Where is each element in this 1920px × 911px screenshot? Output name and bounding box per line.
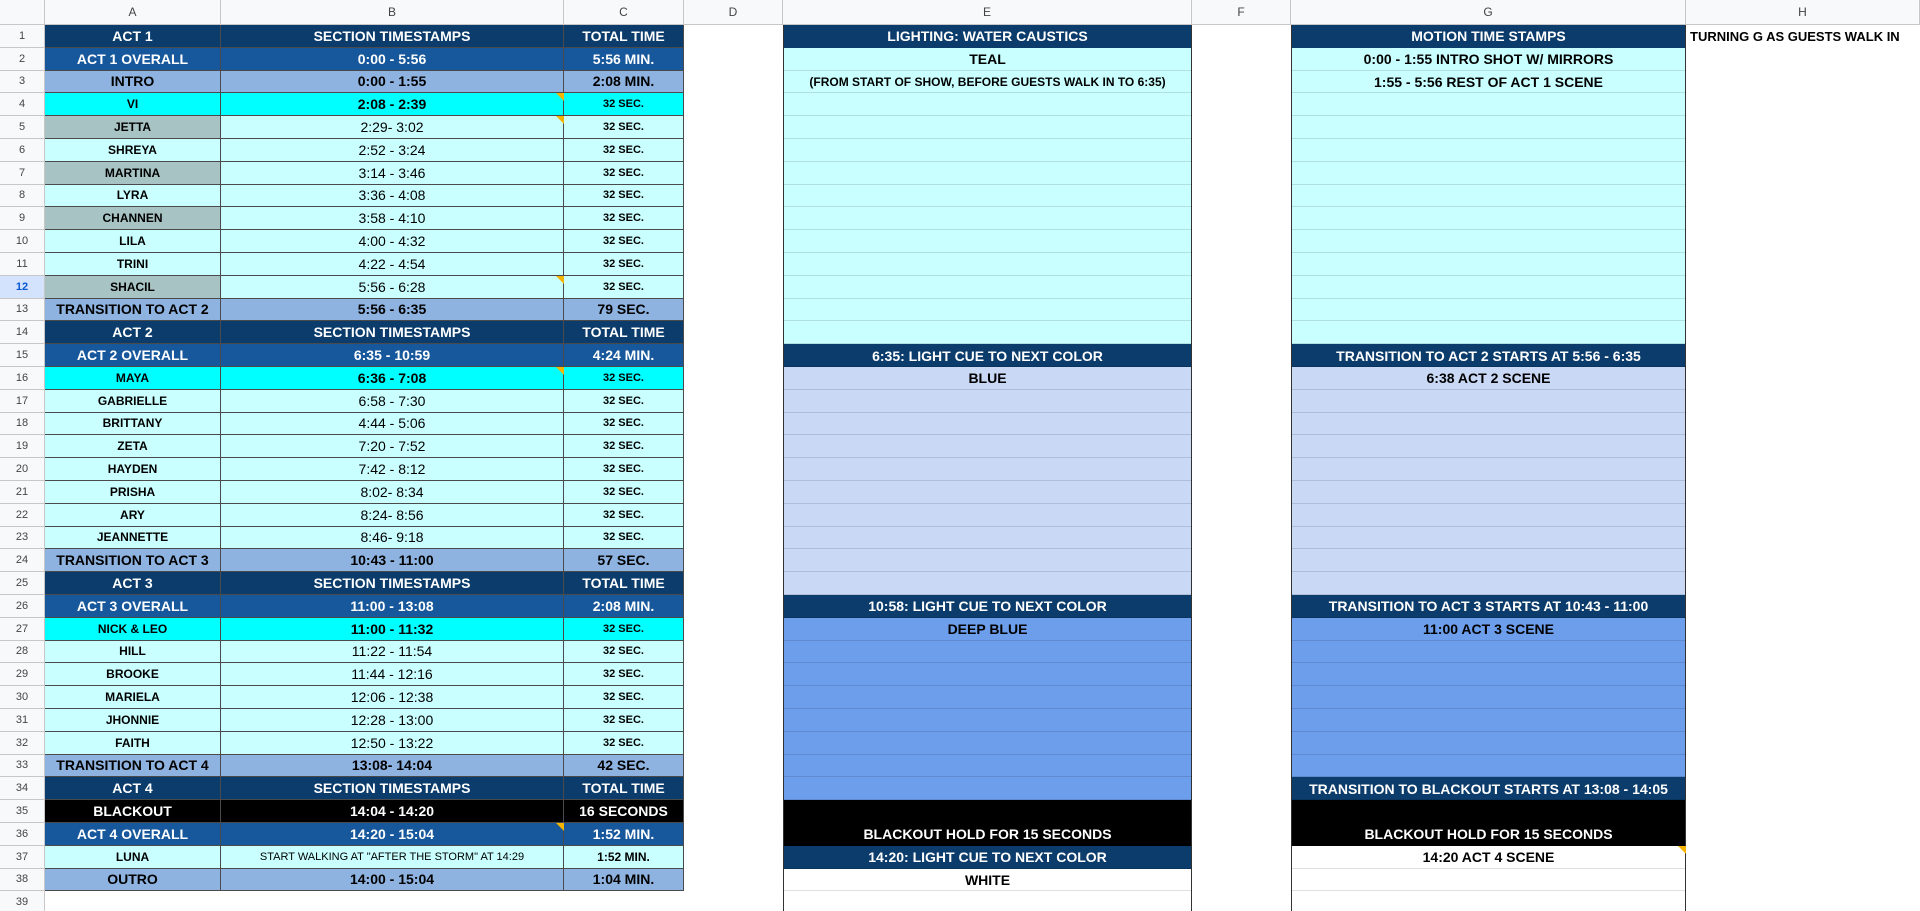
row-gridline [1291, 548, 1686, 549]
row-header-25[interactable]: 25 [0, 572, 45, 595]
cell-c21[interactable]: 32 SEC. [564, 481, 684, 504]
row-gridline [783, 548, 1192, 549]
row-header-20[interactable]: 20 [0, 458, 45, 481]
row-gridline [783, 298, 1192, 299]
cell-a17[interactable]: GABRIELLE [45, 390, 221, 413]
row-gridline [783, 457, 1192, 458]
cell-a36[interactable]: ACT 4 OVERALL [45, 823, 221, 846]
cell-g34[interactable]: TRANSITION TO BLACKOUT STARTS AT 13:08 - 14:05 [1309, 780, 1668, 797]
cell-b3[interactable]: 0:00 - 1:55 [221, 71, 564, 94]
cell-a7[interactable]: MARTINA [45, 162, 221, 185]
cell-e37[interactable]: 14:20: LIGHT CUE TO NEXT COLOR [868, 849, 1107, 866]
cell-e38[interactable]: WHITE [964, 871, 1011, 888]
row-header-21[interactable]: 21 [0, 481, 45, 504]
row-header-31[interactable]: 31 [0, 709, 45, 732]
row-gridline [1291, 138, 1686, 139]
cell-c26[interactable]: 2:08 MIN. [564, 595, 684, 618]
cell-a21[interactable]: PRISHA [45, 481, 221, 504]
cell-b7[interactable]: 3:14 - 3:46 [221, 162, 564, 185]
row-gridline [1291, 252, 1686, 253]
row-gridline [783, 138, 1192, 139]
row-gridline [1291, 526, 1686, 527]
cell-a16[interactable]: MAYA [45, 367, 221, 390]
column-header-e[interactable]: E [783, 0, 1192, 25]
cell-a26[interactable]: ACT 3 OVERALL [45, 595, 221, 618]
cell-c24[interactable]: 57 SEC. [564, 549, 684, 572]
column-header-h[interactable]: H [1686, 0, 1920, 25]
row-header-23[interactable]: 23 [0, 527, 45, 550]
cell-b1[interactable]: SECTION TIMESTAMPS [221, 25, 564, 48]
cell-c2[interactable]: 5:56 MIN. [564, 48, 684, 71]
cell-a24[interactable]: TRANSITION TO ACT 3 [45, 549, 221, 572]
cell-b34[interactable]: SECTION TIMESTAMPS [221, 777, 564, 800]
cell-b18[interactable]: 4:44 - 5:06 [221, 413, 564, 436]
cell-b23[interactable]: 8:46- 9:18 [221, 527, 564, 550]
cell-c38[interactable]: 1:04 MIN. [564, 869, 684, 892]
row-gridline [783, 275, 1192, 276]
cell-b10[interactable]: 4:00 - 4:32 [221, 230, 564, 253]
row-gridline [783, 412, 1192, 413]
row-header-1[interactable]: 1 [0, 25, 45, 48]
row-gridline [783, 252, 1192, 253]
row-header-2[interactable]: 2 [0, 48, 45, 71]
cell-c18[interactable]: 32 SEC. [564, 413, 684, 436]
cell-c27[interactable]: 32 SEC. [564, 618, 684, 641]
row-gridline [783, 480, 1192, 481]
row-header-4[interactable]: 4 [0, 93, 45, 116]
cell-a32[interactable]: FAITH [45, 732, 221, 755]
cell-g3[interactable]: 1:55 - 5:56 REST OF ACT 1 SCENE [1374, 73, 1603, 90]
row-gridline [783, 754, 1192, 755]
cell-e1[interactable]: LIGHTING: WATER CAUSTICS [887, 28, 1088, 45]
cell-c8[interactable]: 32 SEC. [564, 185, 684, 208]
cell-c20[interactable]: 32 SEC. [564, 458, 684, 481]
cell-c35[interactable]: 16 SECONDS [564, 800, 684, 823]
cell-e26[interactable]: 10:58: LIGHT CUE TO NEXT COLOR [868, 598, 1107, 615]
cell-c19[interactable]: 32 SEC. [564, 435, 684, 458]
row-gridline [1291, 320, 1686, 321]
cell-b31[interactable]: 12:28 - 13:00 [221, 709, 564, 732]
row-header-17[interactable]: 17 [0, 390, 45, 413]
cell-b12[interactable]: 5:56 - 6:28 [221, 276, 564, 299]
column-header-a[interactable]: A [45, 0, 221, 25]
cell-c29[interactable]: 32 SEC. [564, 663, 684, 686]
row-header-16[interactable]: 16 [0, 367, 45, 390]
row-gridline [1291, 434, 1686, 435]
row-header-5[interactable]: 5 [0, 116, 45, 139]
cell-c37[interactable]: 1:52 MIN. [564, 846, 684, 869]
cell-e15[interactable]: 6:35: LIGHT CUE TO NEXT COLOR [872, 347, 1103, 364]
cell-b29[interactable]: 11:44 - 12:16 [221, 663, 564, 686]
cell-a5[interactable]: JETTA [45, 116, 221, 139]
cell-b26[interactable]: 11:00 - 13:08 [221, 595, 564, 618]
row-header-22[interactable]: 22 [0, 504, 45, 527]
row-header-3[interactable]: 3 [0, 71, 45, 94]
cell-a9[interactable]: CHANNEN [45, 207, 221, 230]
cell-a6[interactable]: SHREYA [45, 139, 221, 162]
cell-a4[interactable]: VI [45, 93, 221, 116]
row-gridline [1291, 480, 1686, 481]
row-header-10[interactable]: 10 [0, 230, 45, 253]
row-gridline [783, 685, 1192, 686]
row-gridline [783, 708, 1192, 709]
row-header-30[interactable]: 30 [0, 686, 45, 709]
row-gridline [783, 776, 1192, 777]
cell-g27[interactable]: 11:00 ACT 3 SCENE [1423, 621, 1554, 638]
cell-g37[interactable]: 14:20 ACT 4 SCENE [1422, 849, 1555, 866]
cell-a8[interactable]: LYRA [45, 185, 221, 208]
cell-c7[interactable]: 32 SEC. [564, 162, 684, 185]
cell-a25[interactable]: ACT 3 [45, 572, 221, 595]
cell-b15[interactable]: 6:35 - 10:59 [221, 344, 564, 367]
cell-b4[interactable]: 2:08 - 2:39 [221, 93, 564, 116]
cell-c25[interactable]: TOTAL TIME [564, 572, 684, 595]
row-header-14[interactable]: 14 [0, 321, 45, 344]
cell-c15[interactable]: 4:24 MIN. [564, 344, 684, 367]
cell-g15[interactable]: TRANSITION TO ACT 2 STARTS AT 5:56 - 6:35 [1336, 347, 1641, 364]
cell-c31[interactable]: 32 SEC. [564, 709, 684, 732]
row-gridline [1291, 229, 1686, 230]
row-gridline [783, 229, 1192, 230]
cell-b2[interactable]: 0:00 - 5:56 [221, 48, 564, 71]
cell-c11[interactable]: 32 SEC. [564, 253, 684, 276]
row-gridline [783, 503, 1192, 504]
cell-a29[interactable]: BROOKE [45, 663, 221, 686]
cell-c34[interactable]: TOTAL TIME [564, 777, 684, 800]
row-gridline [1291, 412, 1686, 413]
cell-c16[interactable]: 32 SEC. [564, 367, 684, 390]
cell-b24[interactable]: 10:43 - 11:00 [221, 549, 564, 572]
row-gridline [1291, 275, 1686, 276]
cell-a34[interactable]: ACT 4 [45, 777, 221, 800]
row-gridline [1291, 298, 1686, 299]
row-header-8[interactable]: 8 [0, 185, 45, 208]
cell-g1[interactable]: MOTION TIME STAMPS [1411, 28, 1566, 45]
cell-a11[interactable]: TRINI [45, 253, 221, 276]
cell-a37[interactable]: LUNA [45, 846, 221, 869]
cell-c12[interactable]: 32 SEC. [564, 276, 684, 299]
cell-c33[interactable]: 42 SEC. [564, 755, 684, 778]
row-header-33[interactable]: 33 [0, 755, 45, 778]
row-header-19[interactable]: 19 [0, 435, 45, 458]
row-gridline [1291, 184, 1686, 185]
cell-c32[interactable]: 32 SEC. [564, 732, 684, 755]
cell-a1[interactable]: ACT 1 [45, 25, 221, 48]
row-header-6[interactable]: 6 [0, 139, 45, 162]
cell-e3[interactable]: (FROM START OF SHOW, BEFORE GUESTS WALK IN TO 6:35) [809, 74, 1166, 89]
comment-indicator-icon[interactable] [556, 276, 564, 284]
cell-a2[interactable]: ACT 1 OVERALL [45, 48, 221, 71]
row-header-28[interactable]: 28 [0, 641, 45, 664]
row-gridline [783, 184, 1192, 185]
cell-a13[interactable]: TRANSITION TO ACT 2 [45, 299, 221, 322]
row-header-26[interactable]: 26 [0, 595, 45, 618]
cell-b5[interactable]: 2:29- 3:02 [221, 116, 564, 139]
cell-a22[interactable]: ARY [45, 504, 221, 527]
cell-c30[interactable]: 32 SEC. [564, 686, 684, 709]
cell-g36[interactable]: BLACKOUT HOLD FOR 15 SECONDS [1364, 826, 1613, 843]
lighting-color-block [783, 367, 1192, 595]
cell-b17[interactable]: 6:58 - 7:30 [221, 390, 564, 413]
row-header-24[interactable]: 24 [0, 549, 45, 572]
cell-b9[interactable]: 3:58 - 4:10 [221, 207, 564, 230]
cell-c1[interactable]: TOTAL TIME [564, 25, 684, 48]
cell-a20[interactable]: HAYDEN [45, 458, 221, 481]
row-gridline [1291, 731, 1686, 732]
cell-b14[interactable]: SECTION TIMESTAMPS [221, 321, 564, 344]
cell-a23[interactable]: JEANNETTE [45, 527, 221, 550]
cell-b13[interactable]: 5:56 - 6:35 [221, 299, 564, 322]
column-header-f[interactable]: F [1192, 0, 1291, 25]
row-gridline [783, 731, 1192, 732]
comment-indicator-icon[interactable] [556, 116, 564, 124]
row-header-9[interactable]: 9 [0, 207, 45, 230]
cell-a38[interactable]: OUTRO [45, 869, 221, 892]
column-header-c[interactable]: C [564, 0, 684, 25]
cell-a30[interactable]: MARIELA [45, 686, 221, 709]
row-gridline [1291, 890, 1686, 891]
row-header-15[interactable]: 15 [0, 344, 45, 367]
row-header-11[interactable]: 11 [0, 253, 45, 276]
row-header-34[interactable]: 34 [0, 777, 45, 800]
cell-a14[interactable]: ACT 2 [45, 321, 221, 344]
cell-a27[interactable]: NICK & LEO [45, 618, 221, 641]
row-gridline [1291, 503, 1686, 504]
cell-b6[interactable]: 2:52 - 3:24 [221, 139, 564, 162]
cell-b38[interactable]: 14:00 - 15:04 [221, 869, 564, 892]
cell-c28[interactable]: 32 SEC. [564, 641, 684, 664]
cell-c9[interactable]: 32 SEC. [564, 207, 684, 230]
row-gridline [783, 206, 1192, 207]
cell-a15[interactable]: ACT 2 OVERALL [45, 344, 221, 367]
cell-c3[interactable]: 2:08 MIN. [564, 71, 684, 94]
cell-c22[interactable]: 32 SEC. [564, 504, 684, 527]
cell-e36[interactable]: BLACKOUT HOLD FOR 15 SECONDS [863, 826, 1112, 843]
row-gridline [1291, 457, 1686, 458]
cell-b37[interactable]: START WALKING AT "AFTER THE STORM" AT 14:29 [221, 846, 564, 869]
cell-c23[interactable]: 32 SEC. [564, 527, 684, 550]
row-gridline [1291, 571, 1686, 572]
cell-e2[interactable]: TEAL [969, 51, 1006, 68]
row-header-35[interactable]: 35 [0, 800, 45, 823]
cell-b16[interactable]: 6:36 - 7:08 [221, 367, 564, 390]
cell-a3[interactable]: INTRO [45, 71, 221, 94]
row-gridline [783, 571, 1192, 572]
cell-a35[interactable]: BLACKOUT [45, 800, 221, 823]
cell-e27[interactable]: DEEP BLUE [947, 621, 1028, 638]
row-header-18[interactable]: 18 [0, 413, 45, 436]
cell-a33[interactable]: TRANSITION TO ACT 4 [45, 755, 221, 778]
cell-b36[interactable]: 14:20 - 15:04 [221, 823, 564, 846]
row-header-29[interactable]: 29 [0, 663, 45, 686]
cell-b32[interactable]: 12:50 - 13:22 [221, 732, 564, 755]
column-header-b[interactable]: B [221, 0, 564, 25]
row-gridline [783, 161, 1192, 162]
row-header-27[interactable]: 27 [0, 618, 45, 641]
cell-c10[interactable]: 32 SEC. [564, 230, 684, 253]
cell-h1[interactable]: TURNING G AS GUESTS WALK IN [1690, 28, 1900, 44]
cell-c6[interactable]: 32 SEC. [564, 139, 684, 162]
row-gridline [1291, 115, 1686, 116]
cell-c13[interactable]: 79 SEC. [564, 299, 684, 322]
row-gridline [1291, 685, 1686, 686]
row-gridline [783, 115, 1192, 116]
column-header-d[interactable]: D [684, 0, 783, 25]
cell-b20[interactable]: 7:42 - 8:12 [221, 458, 564, 481]
cell-g2[interactable]: 0:00 - 1:55 INTRO SHOT W/ MIRRORS [1363, 51, 1614, 68]
row-gridline [1291, 708, 1686, 709]
comment-indicator-icon[interactable] [556, 93, 564, 101]
row-header-7[interactable]: 7 [0, 162, 45, 185]
row-gridline [1291, 754, 1686, 755]
cell-b30[interactable]: 12:06 - 12:38 [221, 686, 564, 709]
row-header-39[interactable]: 39 [0, 891, 45, 911]
row-header-38[interactable]: 38 [0, 869, 45, 892]
cell-g16[interactable]: 6:38 ACT 2 SCENE [1426, 370, 1551, 387]
cell-b22[interactable]: 8:24- 8:56 [221, 504, 564, 527]
row-gridline [1291, 161, 1686, 162]
comment-indicator-icon[interactable] [556, 823, 564, 831]
row-header-36[interactable]: 36 [0, 823, 45, 846]
column-header-g[interactable]: G [1291, 0, 1686, 25]
cell-a19[interactable]: ZETA [45, 435, 221, 458]
comment-indicator-icon[interactable] [1678, 846, 1686, 854]
cell-c17[interactable]: 32 SEC. [564, 390, 684, 413]
cell-b27[interactable]: 11:00 - 11:32 [221, 618, 564, 641]
cell-b11[interactable]: 4:22 - 4:54 [221, 253, 564, 276]
cell-a12[interactable]: SHACIL [45, 276, 221, 299]
cell-a18[interactable]: BRITTANY [45, 413, 221, 436]
row-gridline [783, 662, 1192, 663]
row-gridline [783, 320, 1192, 321]
cell-c4[interactable]: 32 SEC. [564, 93, 684, 116]
row-gridline [783, 526, 1192, 527]
row-header-32[interactable]: 32 [0, 732, 45, 755]
row-header-37[interactable]: 37 [0, 846, 45, 869]
cell-a28[interactable]: HILL [45, 641, 221, 664]
cell-b19[interactable]: 7:20 - 7:52 [221, 435, 564, 458]
select-all-corner[interactable] [0, 0, 45, 25]
cell-c5[interactable]: 32 SEC. [564, 116, 684, 139]
row-gridline [783, 434, 1192, 435]
row-gridline [783, 799, 1192, 800]
cell-b25[interactable]: SECTION TIMESTAMPS [221, 572, 564, 595]
row-header-13[interactable]: 13 [0, 299, 45, 322]
row-gridline [1291, 206, 1686, 207]
cell-b35[interactable]: 14:04 - 14:20 [221, 800, 564, 823]
cell-b8[interactable]: 3:36 - 4:08 [221, 185, 564, 208]
cell-b21[interactable]: 8:02- 8:34 [221, 481, 564, 504]
cell-b28[interactable]: 11:22 - 11:54 [221, 641, 564, 664]
row-gridline [1291, 662, 1686, 663]
cell-a10[interactable]: LILA [45, 230, 221, 253]
row-header-12[interactable]: 12 [0, 276, 45, 299]
cell-g26[interactable]: TRANSITION TO ACT 3 STARTS AT 10:43 - 11:00 [1328, 598, 1649, 615]
cell-c36[interactable]: 1:52 MIN. [564, 823, 684, 846]
cell-b33[interactable]: 13:08- 14:04 [221, 755, 564, 778]
comment-indicator-icon[interactable] [556, 367, 564, 375]
cell-a31[interactable]: JHONNIE [45, 709, 221, 732]
cell-c14[interactable]: TOTAL TIME [564, 321, 684, 344]
cell-e16[interactable]: BLUE [968, 370, 1007, 387]
lighting-color-block [1291, 367, 1686, 595]
